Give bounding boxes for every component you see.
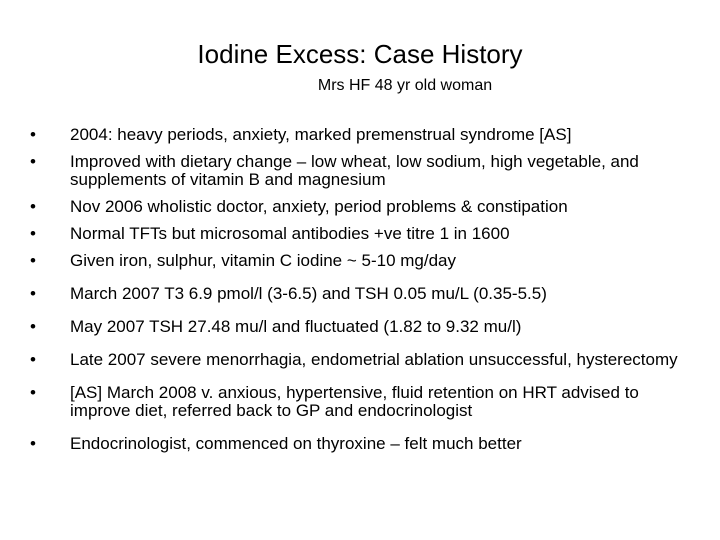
bullet-text: Given iron, sulphur, vitamin C iodine ~ 5-10 mg/day bbox=[70, 251, 457, 270]
bullet-text: March 2007 T3 6.9 pmol/l (3-6.5) and TSH 0.05 mu/L (0.35-5.5) bbox=[70, 284, 547, 303]
bullet-marker: • bbox=[30, 434, 36, 453]
bullet-item bbox=[30, 318, 700, 336]
bullet-item bbox=[30, 225, 700, 243]
bullet-text: Improved with dietary change – low wheat, low sodium, high vegetable, and supplements of vitamin B and magnesium bbox=[70, 152, 639, 189]
bullet-list bbox=[30, 126, 700, 462]
bullet-marker: • bbox=[30, 284, 36, 303]
slide-subtitle: Mrs HF 48 yr old woman bbox=[317, 77, 493, 94]
bullet-text: Nov 2006 wholistic doctor, anxiety, period problems & constipation bbox=[70, 197, 568, 216]
bullet-text: May 2007 TSH 27.48 mu/l and fluctuated (1.82 to 9.32 mu/l) bbox=[70, 317, 522, 336]
bullet-item bbox=[30, 435, 700, 453]
bullet-marker: • bbox=[30, 251, 36, 270]
bullet-text: 2004: heavy periods, anxiety, marked premenstrual syndrome [AS] bbox=[70, 125, 572, 144]
bullet-text: Endocrinologist, commenced on thyroxine – felt much better bbox=[70, 434, 522, 453]
bullet-marker: • bbox=[30, 152, 36, 171]
bullet-text: Normal TFTs but microsomal antibodies +ve titre 1 in 1600 bbox=[70, 224, 510, 243]
bullet-item bbox=[30, 126, 700, 144]
bullet-marker: • bbox=[30, 383, 36, 402]
bullet-item bbox=[30, 384, 700, 420]
bullet-marker: • bbox=[30, 317, 36, 336]
bullet-item bbox=[30, 198, 700, 216]
bullet-marker: • bbox=[30, 350, 36, 369]
slide-title: Iodine Excess: Case History bbox=[197, 39, 523, 69]
bullet-marker: • bbox=[30, 125, 36, 144]
bullet-item bbox=[30, 351, 700, 369]
bullet-item bbox=[30, 252, 700, 270]
bullet-marker: • bbox=[30, 197, 36, 216]
bullet-item bbox=[30, 153, 700, 189]
bullet-marker: • bbox=[30, 224, 36, 243]
bullet-text: [AS] March 2008 v. anxious, hypertensive, fluid retention on HRT advised to improve diet, referred back to GP and endocrinologist bbox=[70, 383, 639, 420]
bullet-item bbox=[30, 285, 700, 303]
bullet-text: Late 2007 severe menorrhagia, endometrial ablation unsuccessful, hysterectomy bbox=[70, 350, 678, 369]
